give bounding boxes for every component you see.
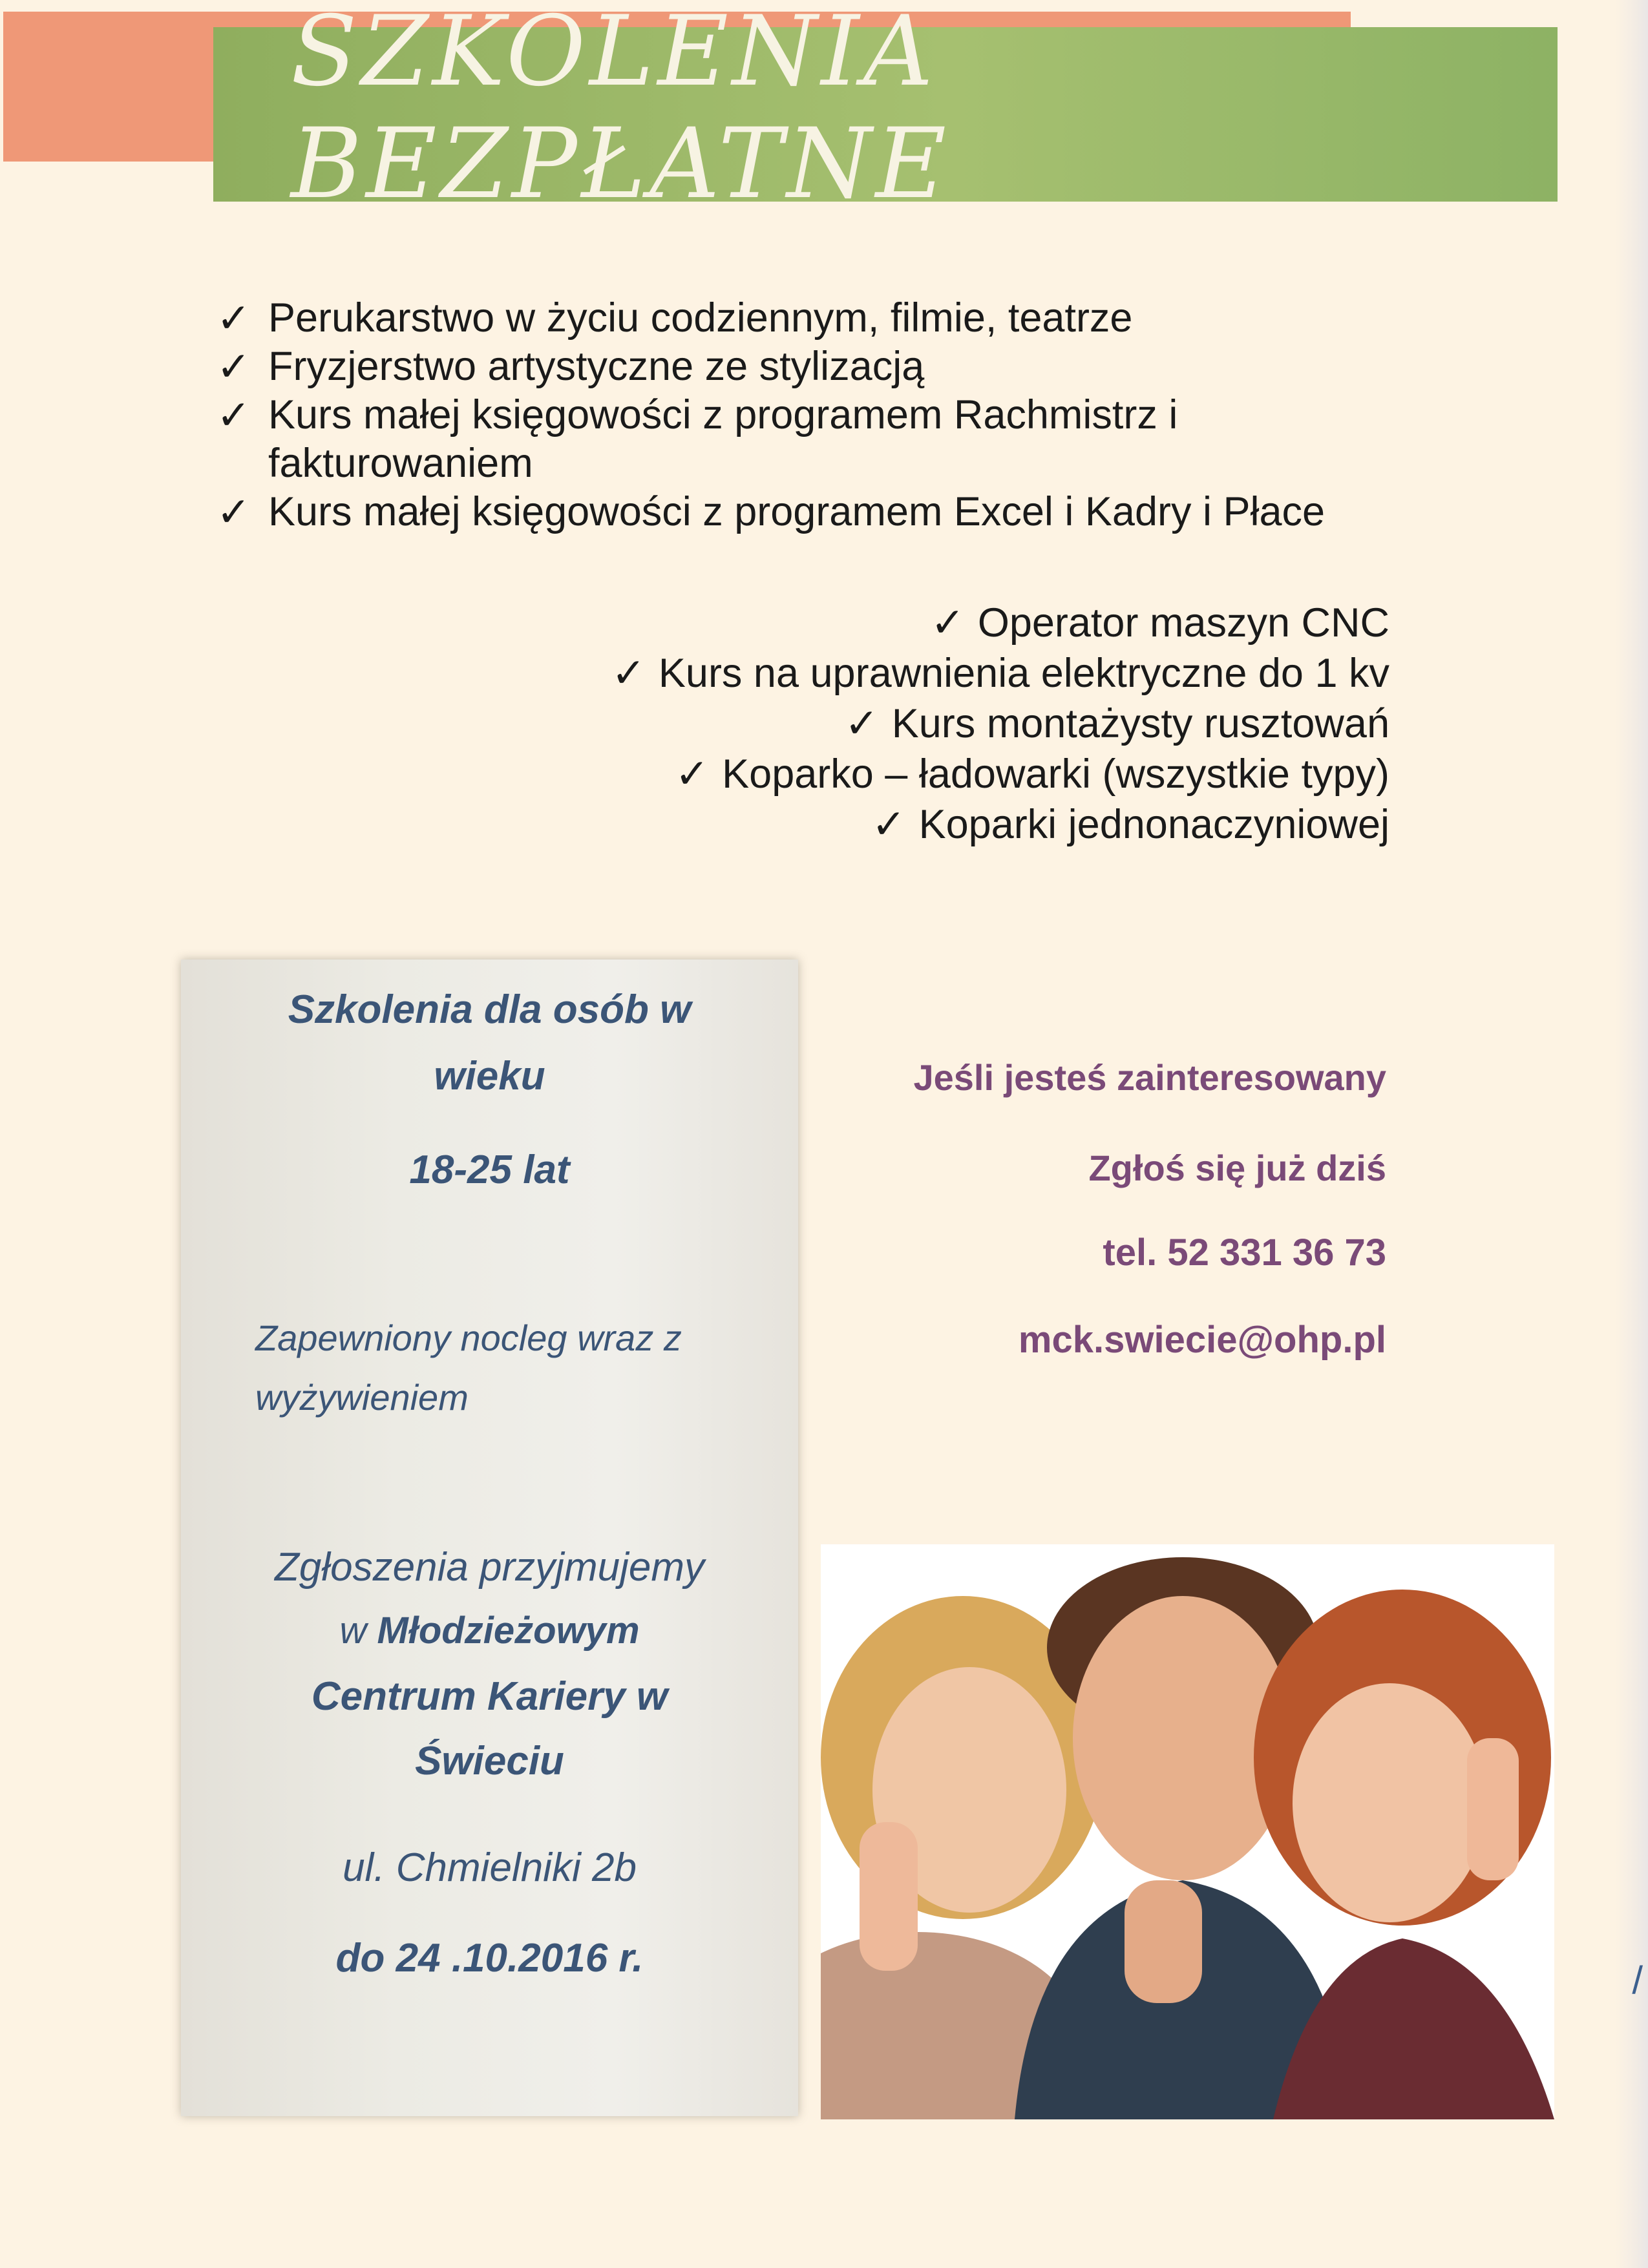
checkmark-icon: ✓ — [217, 488, 251, 536]
course-item: ✓ Kurs na uprawnienia elektryczne do 1 kv — [611, 649, 1389, 697]
course-item: ✓ Koparki jednonaczyniowej — [871, 801, 1389, 848]
checkmark-icon: ✓ — [931, 599, 965, 646]
checkmark-icon: ✓ — [675, 750, 710, 797]
scan-artifact: / — [1632, 1958, 1643, 2002]
photo-illustration — [821, 1544, 1554, 2119]
checkmark-icon: ✓ — [217, 343, 251, 390]
course-item: ✓ Kurs montażysty rusztowań — [844, 700, 1389, 747]
submissions-heading: Zgłoszenia przyjmujemy — [275, 1545, 704, 1590]
age-heading-line2: wieku — [434, 1054, 545, 1098]
page-title: SZKOLENIA BEZPŁATNE — [291, 0, 951, 220]
course-item: ✓ Perukarstwo w życiu codziennym, filmie, teatrze — [217, 295, 1133, 342]
checkmark-icon: ✓ — [217, 295, 251, 342]
contact-interested: Jeśli jesteś zainteresowany — [913, 1057, 1386, 1098]
place-line1: w Młodzieżowym — [339, 1610, 640, 1652]
course-list-right — [162, 598, 1389, 850]
course-item: ✓ Kurs małej księgowości z programem Excel i Kadry i Płace — [217, 488, 1326, 536]
lodging-note: Zapewniony nocleg wraz z wyżywieniem — [255, 1318, 682, 1418]
photo-three-young-people — [821, 1544, 1554, 2119]
age-heading-line1: Szkolenia dla osób w — [288, 987, 692, 1032]
title-banner — [213, 0, 1558, 220]
place-line2: Centrum Kariery w — [311, 1674, 668, 1719]
contact-email: mck.swiecie@ohp.pl — [1018, 1319, 1386, 1361]
info-box — [181, 960, 798, 2116]
course-item: ✓ Operator maszyn CNC — [931, 599, 1389, 646]
deadline: do 24 .10.2016 r. — [335, 1936, 644, 1980]
course-item: ✓ Koparko – ładowarki (wszystkie typy) — [675, 750, 1389, 797]
course-item: ✓ Kurs małej księgowości z programem Rachmistrz i — [217, 392, 1178, 439]
contact-apply: Zgłoś się już dziś — [1088, 1148, 1386, 1188]
age-range: 18-25 lat — [409, 1148, 570, 1192]
checkmark-icon: ✓ — [217, 392, 251, 439]
course-item-continuation: fakturowaniem — [268, 441, 533, 486]
checkmark-icon: ✓ — [611, 649, 646, 697]
scan-edge-shadow — [1616, 0, 1648, 2268]
place-line3: Świeciu — [415, 1739, 564, 1783]
course-item: ✓ Fryzjerstwo artystyczne ze stylizacją — [217, 343, 925, 390]
address: ul. Chmielniki 2b — [343, 1845, 637, 1890]
checkmark-icon: ✓ — [871, 801, 906, 848]
course-list-left — [217, 294, 1444, 536]
contact-phone: tel. 52 331 36 73 — [1103, 1232, 1386, 1274]
checkmark-icon: ✓ — [844, 700, 879, 747]
